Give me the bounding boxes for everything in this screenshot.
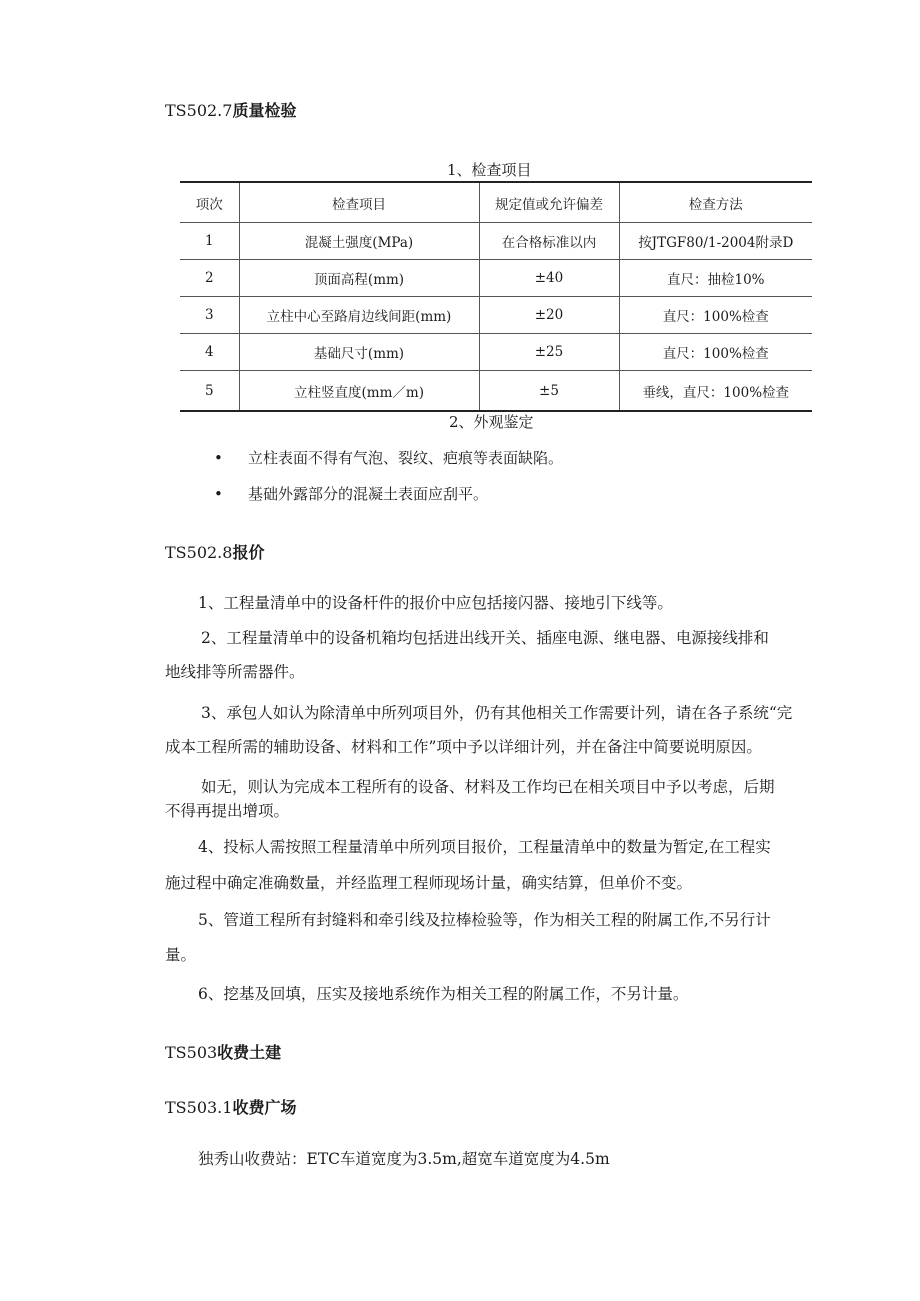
table-row: [180, 223, 812, 260]
section-number: TS503: [165, 1043, 218, 1062]
table-cell: 立柱竖直度(mm／m): [239, 371, 479, 412]
paragraph-3-line-2: 成本工程所需的辅助设备、材料和工作”项中予以详细计列，并在备注中简要说明原因。: [165, 738, 762, 756]
table-cell: 混凝土强度(MPa): [239, 223, 479, 260]
table-cell: 3: [180, 297, 239, 334]
table-cell: 1: [180, 223, 239, 260]
paragraph-5-line-2: 量。: [165, 946, 197, 964]
table-cell: 4: [180, 334, 239, 371]
table-cell: ±20: [479, 297, 619, 334]
column-header: 项次: [180, 182, 239, 223]
table-caption: 1、检查项目: [447, 161, 532, 179]
section-number: TS503.1: [165, 1098, 233, 1117]
paragraph-3b-line-1: 如无，则认为完成本工程所有的设备、材料及工作均已在相关项目中予以考虑，后期: [201, 778, 775, 796]
table-cell: 直尺：100%检查: [619, 334, 812, 371]
table-cell: 顶面高程(mm): [239, 260, 479, 297]
table-cell: 直尺：抽检10%: [619, 260, 812, 297]
inspection-table: [180, 181, 812, 412]
section-number: TS502.8: [165, 543, 233, 562]
section-heading-quality: [165, 98, 296, 121]
table-cell: ±5: [479, 371, 619, 412]
table-cell: 5: [180, 371, 239, 412]
paragraph-6: 6、挖基及回填，压实及接地系统作为相关工程的附属工作，不另计量。: [198, 985, 689, 1003]
paragraph-1: 1、工程量清单中的设备杆件的报价中应包括接闪器、接地引下线等。: [198, 594, 673, 612]
bullet-icon: •: [214, 449, 223, 467]
paragraph-2-line-1: 2、工程量清单中的设备机箱均包括进出线开关、插座电源、继电器、电源接线排和: [201, 629, 769, 647]
paragraph-2-line-2: 地线排等所需器件。: [165, 663, 305, 681]
paragraph-3b-line-2: 不得再提出增项。: [165, 802, 290, 820]
section-title: 报价: [232, 543, 265, 562]
column-header: 检查项目: [239, 182, 479, 223]
section-title: 收费广场: [232, 1098, 297, 1117]
plaza-paragraph: 独秀山收费站：ETC车道宽度为3.5m,超宽车道宽度为4.5m: [198, 1150, 610, 1168]
table-cell: 立柱中心至路肩边线间距(mm): [239, 297, 479, 334]
table-cell: ±40: [479, 260, 619, 297]
bullet-icon: •: [214, 485, 223, 503]
list-item: [214, 483, 488, 504]
table-cell: 直尺：100%检查: [619, 297, 812, 334]
paragraph-3-line-1: 3、承包人如认为除清单中所列项目外，仍有其他相关工作需要计列，请在各子系统“完: [201, 704, 793, 722]
section-title: 收费土建: [217, 1043, 282, 1062]
table-cell: 在合格标准以内: [479, 223, 619, 260]
section-title: 质量检验: [232, 101, 297, 120]
list-item-text: 基础外露部分的混凝土表面应刮平。: [248, 485, 489, 503]
table-header-row: [180, 182, 812, 223]
column-header: 检查方法: [619, 182, 812, 223]
list-item-text: 立柱表面不得有气泡、裂纹、疤痕等表面缺陷。: [248, 449, 564, 467]
table-row: [180, 334, 812, 371]
table-row: [180, 371, 812, 412]
column-header: 规定值或允许偏差: [479, 182, 619, 223]
list-item: [214, 447, 563, 468]
table-row: [180, 297, 812, 334]
table-cell: 垂线，直尺：100%检查: [619, 371, 812, 412]
section-heading-plaza: [165, 1095, 296, 1118]
section-number: TS502.7: [165, 101, 233, 120]
paragraph-4-line-2: 施过程中确定准确数量，并经监理工程师现场计量，确实结算，但单价不变。: [165, 874, 693, 892]
table-cell: ±25: [479, 334, 619, 371]
section-heading-toll: [165, 1040, 281, 1063]
table-cell: 基础尺寸(mm): [239, 334, 479, 371]
table-cell: 按JTGF80/1-2004附录D: [619, 223, 812, 260]
paragraph-4-line-1: 4、投标人需按照工程量清单中所列项目报价，工程量清单中的数量为暂定,在工程实: [198, 838, 771, 856]
section-heading-pricing: [165, 540, 264, 563]
appearance-caption: 2、外观鉴定: [449, 413, 534, 431]
table-cell: 2: [180, 260, 239, 297]
table-row: [180, 260, 812, 297]
paragraph-5-line-1: 5、管道工程所有封缝料和牵引线及拉棒检验等，作为相关工程的附属工作,不另行计: [198, 911, 771, 929]
